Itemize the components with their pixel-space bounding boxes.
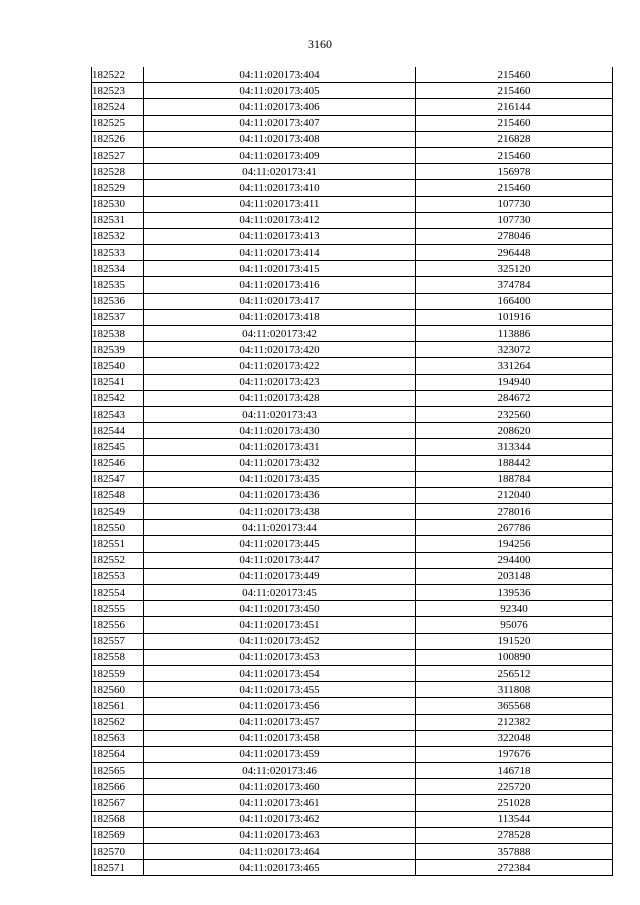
- value-cell: 212382: [416, 714, 613, 730]
- row-index-cell: 182567: [92, 795, 144, 811]
- row-index-cell: 182548: [92, 487, 144, 503]
- row-index-cell: 182530: [92, 196, 144, 212]
- row-index-cell: 182562: [92, 714, 144, 730]
- row-index-cell: 182543: [92, 406, 144, 422]
- value-cell: 188442: [416, 455, 613, 471]
- cadastral-number-cell: 04:11:020173:411: [144, 196, 416, 212]
- value-cell: 323072: [416, 342, 613, 358]
- cadastral-number-cell: 04:11:020173:452: [144, 633, 416, 649]
- table-row: [92, 649, 613, 665]
- table-row: [92, 633, 613, 649]
- row-index-cell: 182524: [92, 99, 144, 115]
- cadastral-number-cell: 04:11:020173:404: [144, 67, 416, 83]
- value-cell: 215460: [416, 83, 613, 99]
- row-index-cell: 182526: [92, 131, 144, 147]
- cadastral-number-cell: 04:11:020173:462: [144, 811, 416, 827]
- cadastral-number-cell: 04:11:020173:449: [144, 568, 416, 584]
- table-row: [92, 682, 613, 698]
- page-number: 3160: [308, 37, 332, 51]
- value-cell: 166400: [416, 293, 613, 309]
- value-cell: 278016: [416, 504, 613, 520]
- value-cell: 215460: [416, 115, 613, 131]
- registry-table-body: [92, 67, 613, 876]
- row-index-cell: 182522: [92, 67, 144, 83]
- table-row: [92, 342, 613, 358]
- table-row: [92, 827, 613, 843]
- table-row: [92, 277, 613, 293]
- cadastral-number-cell: 04:11:020173:44: [144, 520, 416, 536]
- row-index-cell: 182525: [92, 115, 144, 131]
- row-index-cell: 182535: [92, 277, 144, 293]
- value-cell: 225720: [416, 779, 613, 795]
- table-row: [92, 665, 613, 681]
- value-cell: 256512: [416, 665, 613, 681]
- row-index-cell: 182547: [92, 471, 144, 487]
- table-row: [92, 293, 613, 309]
- row-index-cell: 182558: [92, 649, 144, 665]
- table-row: [92, 779, 613, 795]
- value-cell: 215460: [416, 180, 613, 196]
- table-row: [92, 795, 613, 811]
- table-row: [92, 309, 613, 325]
- row-index-cell: 182550: [92, 520, 144, 536]
- cadastral-number-cell: 04:11:020173:413: [144, 228, 416, 244]
- cadastral-number-cell: 04:11:020173:450: [144, 601, 416, 617]
- value-cell: 251028: [416, 795, 613, 811]
- row-index-cell: 182570: [92, 844, 144, 860]
- row-index-cell: 182551: [92, 536, 144, 552]
- cadastral-number-cell: 04:11:020173:436: [144, 487, 416, 503]
- row-index-cell: 182541: [92, 374, 144, 390]
- cadastral-number-cell: 04:11:020173:435: [144, 471, 416, 487]
- table-row: [92, 406, 613, 422]
- row-index-cell: 182563: [92, 730, 144, 746]
- row-index-cell: 182564: [92, 746, 144, 762]
- table-row: [92, 487, 613, 503]
- cadastral-number-cell: 04:11:020173:454: [144, 665, 416, 681]
- cadastral-number-cell: 04:11:020173:463: [144, 827, 416, 843]
- row-index-cell: 182554: [92, 585, 144, 601]
- value-cell: 322048: [416, 730, 613, 746]
- cadastral-number-cell: 04:11:020173:418: [144, 309, 416, 325]
- table-row: [92, 374, 613, 390]
- cadastral-number-cell: 04:11:020173:41: [144, 164, 416, 180]
- cadastral-number-cell: 04:11:020173:445: [144, 536, 416, 552]
- cadastral-number-cell: 04:11:020173:455: [144, 682, 416, 698]
- table-row: [92, 585, 613, 601]
- value-cell: 139536: [416, 585, 613, 601]
- table-row: [92, 601, 613, 617]
- value-cell: 194256: [416, 536, 613, 552]
- value-cell: 232560: [416, 406, 613, 422]
- cadastral-number-cell: 04:11:020173:45: [144, 585, 416, 601]
- value-cell: 100890: [416, 649, 613, 665]
- value-cell: 272384: [416, 860, 613, 876]
- table-row: [92, 730, 613, 746]
- table-row: [92, 180, 613, 196]
- row-index-cell: 182549: [92, 504, 144, 520]
- cadastral-number-cell: 04:11:020173:465: [144, 860, 416, 876]
- value-cell: 95076: [416, 617, 613, 633]
- row-index-cell: 182566: [92, 779, 144, 795]
- cadastral-number-cell: 04:11:020173:451: [144, 617, 416, 633]
- value-cell: 374784: [416, 277, 613, 293]
- value-cell: 197676: [416, 746, 613, 762]
- cadastral-number-cell: 04:11:020173:438: [144, 504, 416, 520]
- row-index-cell: 182542: [92, 390, 144, 406]
- cadastral-number-cell: 04:11:020173:410: [144, 180, 416, 196]
- row-index-cell: 182545: [92, 439, 144, 455]
- table-row: [92, 99, 613, 115]
- row-index-cell: 182556: [92, 617, 144, 633]
- value-cell: 194940: [416, 374, 613, 390]
- value-cell: 294400: [416, 552, 613, 568]
- cadastral-number-cell: 04:11:020173:415: [144, 261, 416, 277]
- row-index-cell: 182569: [92, 827, 144, 843]
- value-cell: 92340: [416, 601, 613, 617]
- row-index-cell: 182532: [92, 228, 144, 244]
- row-index-cell: 182531: [92, 212, 144, 228]
- cadastral-number-cell: 04:11:020173:432: [144, 455, 416, 471]
- row-index-cell: 182561: [92, 698, 144, 714]
- cadastral-number-cell: 04:11:020173:431: [144, 439, 416, 455]
- cadastral-number-cell: 04:11:020173:406: [144, 99, 416, 115]
- value-cell: 216144: [416, 99, 613, 115]
- table-row: [92, 245, 613, 261]
- cadastral-number-cell: 04:11:020173:423: [144, 374, 416, 390]
- row-index-cell: 182529: [92, 180, 144, 196]
- registry-table: [91, 67, 613, 876]
- value-cell: 284672: [416, 390, 613, 406]
- value-cell: 278528: [416, 827, 613, 843]
- cadastral-number-cell: 04:11:020173:412: [144, 212, 416, 228]
- row-index-cell: 182537: [92, 309, 144, 325]
- row-index-cell: 182560: [92, 682, 144, 698]
- cadastral-number-cell: 04:11:020173:420: [144, 342, 416, 358]
- table-row: [92, 536, 613, 552]
- table-row: [92, 212, 613, 228]
- row-index-cell: 182559: [92, 665, 144, 681]
- table-row: [92, 455, 613, 471]
- cadastral-number-cell: 04:11:020173:428: [144, 390, 416, 406]
- cadastral-number-cell: 04:11:020173:453: [144, 649, 416, 665]
- value-cell: 208620: [416, 423, 613, 439]
- table-row: [92, 811, 613, 827]
- row-index-cell: 182544: [92, 423, 144, 439]
- cadastral-number-cell: 04:11:020173:460: [144, 779, 416, 795]
- row-index-cell: 182539: [92, 342, 144, 358]
- row-index-cell: 182571: [92, 860, 144, 876]
- value-cell: 203148: [416, 568, 613, 584]
- cadastral-number-cell: 04:11:020173:416: [144, 277, 416, 293]
- table-row: [92, 698, 613, 714]
- row-index-cell: 182534: [92, 261, 144, 277]
- table-row: [92, 326, 613, 342]
- table-row: [92, 568, 613, 584]
- row-index-cell: 182565: [92, 763, 144, 779]
- value-cell: 311808: [416, 682, 613, 698]
- table-row: [92, 763, 613, 779]
- cadastral-number-cell: 04:11:020173:459: [144, 746, 416, 762]
- value-cell: 215460: [416, 67, 613, 83]
- cadastral-number-cell: 04:11:020173:407: [144, 115, 416, 131]
- table-row: [92, 83, 613, 99]
- value-cell: 357888: [416, 844, 613, 860]
- row-index-cell: 182553: [92, 568, 144, 584]
- table-row: [92, 196, 613, 212]
- value-cell: 215460: [416, 147, 613, 163]
- cadastral-number-cell: 04:11:020173:43: [144, 406, 416, 422]
- row-index-cell: 182523: [92, 83, 144, 99]
- table-row: [92, 860, 613, 876]
- value-cell: 188784: [416, 471, 613, 487]
- value-cell: 101916: [416, 309, 613, 325]
- table-row: [92, 552, 613, 568]
- value-cell: 296448: [416, 245, 613, 261]
- cadastral-number-cell: 04:11:020173:457: [144, 714, 416, 730]
- row-index-cell: 182527: [92, 147, 144, 163]
- cadastral-number-cell: 04:11:020173:422: [144, 358, 416, 374]
- row-index-cell: 182533: [92, 245, 144, 261]
- value-cell: 113544: [416, 811, 613, 827]
- table-row: [92, 746, 613, 762]
- row-index-cell: 182538: [92, 326, 144, 342]
- row-index-cell: 182528: [92, 164, 144, 180]
- cadastral-number-cell: 04:11:020173:456: [144, 698, 416, 714]
- value-cell: 365568: [416, 698, 613, 714]
- table-row: [92, 617, 613, 633]
- table-row: [92, 147, 613, 163]
- row-index-cell: 182557: [92, 633, 144, 649]
- cadastral-number-cell: 04:11:020173:417: [144, 293, 416, 309]
- value-cell: 107730: [416, 212, 613, 228]
- row-index-cell: 182568: [92, 811, 144, 827]
- table-row: [92, 67, 613, 83]
- value-cell: 216828: [416, 131, 613, 147]
- cadastral-number-cell: 04:11:020173:447: [144, 552, 416, 568]
- cadastral-number-cell: 04:11:020173:405: [144, 83, 416, 99]
- table-row: [92, 261, 613, 277]
- table-row: [92, 390, 613, 406]
- value-cell: 331264: [416, 358, 613, 374]
- table-row: [92, 164, 613, 180]
- row-index-cell: 182536: [92, 293, 144, 309]
- row-index-cell: 182546: [92, 455, 144, 471]
- cadastral-number-cell: 04:11:020173:408: [144, 131, 416, 147]
- table-row: [92, 520, 613, 536]
- table-row: [92, 471, 613, 487]
- table-row: [92, 131, 613, 147]
- value-cell: 113886: [416, 326, 613, 342]
- value-cell: 146718: [416, 763, 613, 779]
- table-row: [92, 844, 613, 860]
- table-row: [92, 358, 613, 374]
- row-index-cell: 182555: [92, 601, 144, 617]
- cadastral-number-cell: 04:11:020173:46: [144, 763, 416, 779]
- value-cell: 267786: [416, 520, 613, 536]
- value-cell: 212040: [416, 487, 613, 503]
- value-cell: 278046: [416, 228, 613, 244]
- table-row: [92, 115, 613, 131]
- table-row: [92, 439, 613, 455]
- value-cell: 313344: [416, 439, 613, 455]
- cadastral-number-cell: 04:11:020173:430: [144, 423, 416, 439]
- table-row: [92, 228, 613, 244]
- cadastral-number-cell: 04:11:020173:464: [144, 844, 416, 860]
- row-index-cell: 182540: [92, 358, 144, 374]
- table-row: [92, 504, 613, 520]
- cadastral-number-cell: 04:11:020173:458: [144, 730, 416, 746]
- table-row: [92, 423, 613, 439]
- row-index-cell: 182552: [92, 552, 144, 568]
- value-cell: 156978: [416, 164, 613, 180]
- table-row: [92, 714, 613, 730]
- cadastral-number-cell: 04:11:020173:414: [144, 245, 416, 261]
- value-cell: 191520: [416, 633, 613, 649]
- cadastral-number-cell: 04:11:020173:409: [144, 147, 416, 163]
- value-cell: 325120: [416, 261, 613, 277]
- cadastral-number-cell: 04:11:020173:461: [144, 795, 416, 811]
- cadastral-number-cell: 04:11:020173:42: [144, 326, 416, 342]
- value-cell: 107730: [416, 196, 613, 212]
